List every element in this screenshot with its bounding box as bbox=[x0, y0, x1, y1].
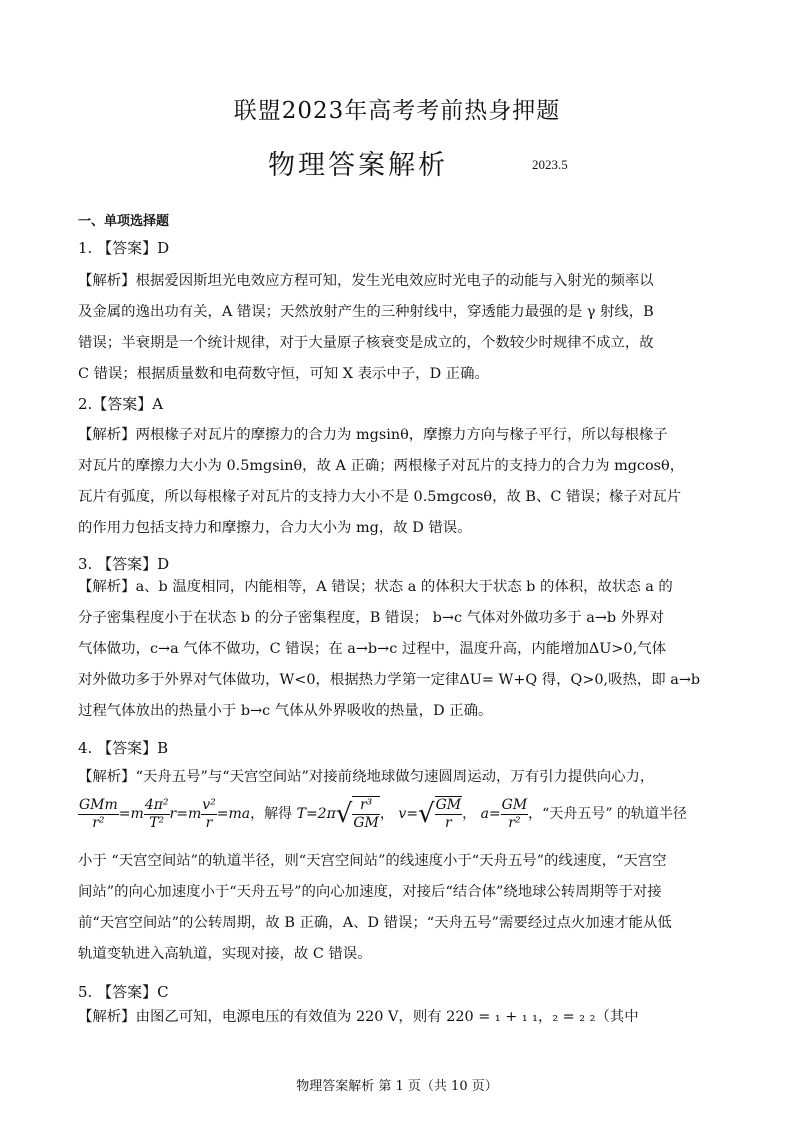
q1-line: 错误；半衰期是一个统计规律，对于大量原子核衰变是成立的，个数较少时规律不成立，故 bbox=[78, 335, 654, 351]
q2-answer: 2.【答案】A bbox=[78, 395, 164, 413]
q4-explanation bbox=[78, 846, 718, 970]
q2-line: 瓦片有弧度，所以每根椽子对瓦片的支持力大小不是 0.5mgcosθ，故 B、C 错误；椽子对瓦片 bbox=[78, 489, 682, 505]
document-title: 联盟2023年高考考前热身押题 bbox=[233, 98, 561, 124]
q2-line: 对瓦片的摩擦力大小为 0.5mgsinθ，故 A 正确；两根椽子对瓦片的支持力的合力为 mgcosθ， bbox=[78, 458, 685, 474]
q1-explanation bbox=[78, 266, 718, 390]
formula-fraction: $\frac{GM}{r}$ bbox=[435, 797, 462, 831]
q5-line: 【解析】由图乙可知，电源电压的有效值为 220 V，则有 220 = ₁ + ₁ ₁，₂ = ₂ ₂（其中 bbox=[78, 1009, 639, 1025]
q5-answer: 5. 【答案】C bbox=[78, 983, 169, 1001]
q3-explanation bbox=[78, 572, 718, 727]
q3-line: 对外做功多于外界对气体做功，W<0，根据热力学第一定律ΔU= W+Q 得，Q>0,吸热，即 a→b bbox=[78, 672, 701, 688]
page-footer: 物理答案解析 第 1 页（共 10 页） bbox=[296, 1079, 498, 1094]
q3-answer: 3. 【答案】D bbox=[78, 555, 170, 573]
q4-formula: $\frac{\text{GMm}}{\text{r²}}$ =m $\frac{\text{4π²}}{\text{T²}}$ r=m $\frac{\text{v²}}{r}$ =ma，解得 T=2π√ $\frac{\text{r³}}{GM}$ ， v=√ $\frac{GM}{r}$ ， a= $\frac{GM}{\text{r²}}$ ，“天舟五号” 的轨道半径 bbox=[79, 796, 687, 831]
formula-fraction: $\frac{GM}{\text{r²}}$ bbox=[501, 796, 528, 831]
document-subtitle: 物理答案解析 bbox=[268, 150, 448, 181]
q1-answer: 1. 【答案】D bbox=[78, 239, 170, 257]
q2-explanation bbox=[78, 420, 718, 544]
document-date: 2023.5 bbox=[532, 157, 568, 172]
formula-fraction: $\frac{\text{v²}}{r}$ bbox=[202, 796, 216, 831]
q3-line: 分子密集程度小于在状态 b 的分子密集程度，B 错误； b→c 气体对外做功多于 a→b 外界对 bbox=[78, 610, 664, 626]
q4-line: 小于 “天宫空间站”的轨道半径，则“天宫空间站”的线速度小于“天舟五号”的线速度，“天宫空 bbox=[78, 853, 667, 869]
q1-line: 及金属的逸出功有关，A 错误；天然放射产生的三种射线中，穿透能力最强的是 γ 射线，B bbox=[78, 304, 654, 320]
q3-line: 过程气体放出的热量小于 b→c 气体从外界吸收的热量，D 正确。 bbox=[78, 703, 493, 719]
q4-line: 轨道变轨进入高轨道，实现对接，故 C 错误。 bbox=[78, 946, 372, 962]
formula-fraction: $\frac{\text{4π²}}{\text{T²}}$ bbox=[144, 796, 169, 831]
q2-line: 的作用力包括支持力和摩擦力，合力大小为 mg，故 D 错误。 bbox=[78, 520, 472, 536]
q4-line: 间站”的向心加速度小于“天舟五号”的向心加速度，对接后“结合体”绕地球公转周期等于对接 bbox=[78, 884, 662, 900]
formula-fraction: $\frac{\text{GMm}}{\text{r²}}$ bbox=[79, 796, 118, 831]
section-title: 一、单项选择题 bbox=[78, 214, 170, 229]
q4-line: 【解析】“天舟五号”与“天宫空间站”对接前绕地球做匀速圆周运动，万有引力提供向心力， bbox=[78, 769, 655, 785]
q5-explanation bbox=[78, 1002, 718, 1033]
q4-line: 前“天宫空间站”的公转周期，故 B 正确，A、D 错误；“天舟五号”需要经过点火加速才能从低 bbox=[78, 915, 672, 931]
q3-line: 气体做功，c→a 气体不做功，C 错误；在 a→b→c 过程中，温度升高，内能增加ΔU>0,气体 bbox=[78, 641, 667, 657]
q4-answer: 4. 【答案】B bbox=[78, 739, 169, 757]
q1-line: C 错误；根据质量数和电荷数守恒，可知 X 表示中子，D 正确。 bbox=[78, 366, 489, 382]
q4-explanation-intro bbox=[78, 762, 718, 793]
formula-fraction: $\frac{\text{r³}}{GM}$ bbox=[353, 797, 379, 831]
q1-line: 【解析】根据爱因斯坦光电效应方程可知，发生光电效应时光电子的动能与入射光的频率以 bbox=[78, 273, 654, 289]
q3-line: 【解析】a、b 温度相同，内能相等，A 错误；状态 a 的体积大于状态 b 的体积，故状态 a 的 bbox=[78, 579, 673, 595]
q2-line: 【解析】两根椽子对瓦片的摩擦力的合力为 mgsinθ，摩擦力方向与椽子平行，所以每根椽子 bbox=[78, 427, 668, 443]
